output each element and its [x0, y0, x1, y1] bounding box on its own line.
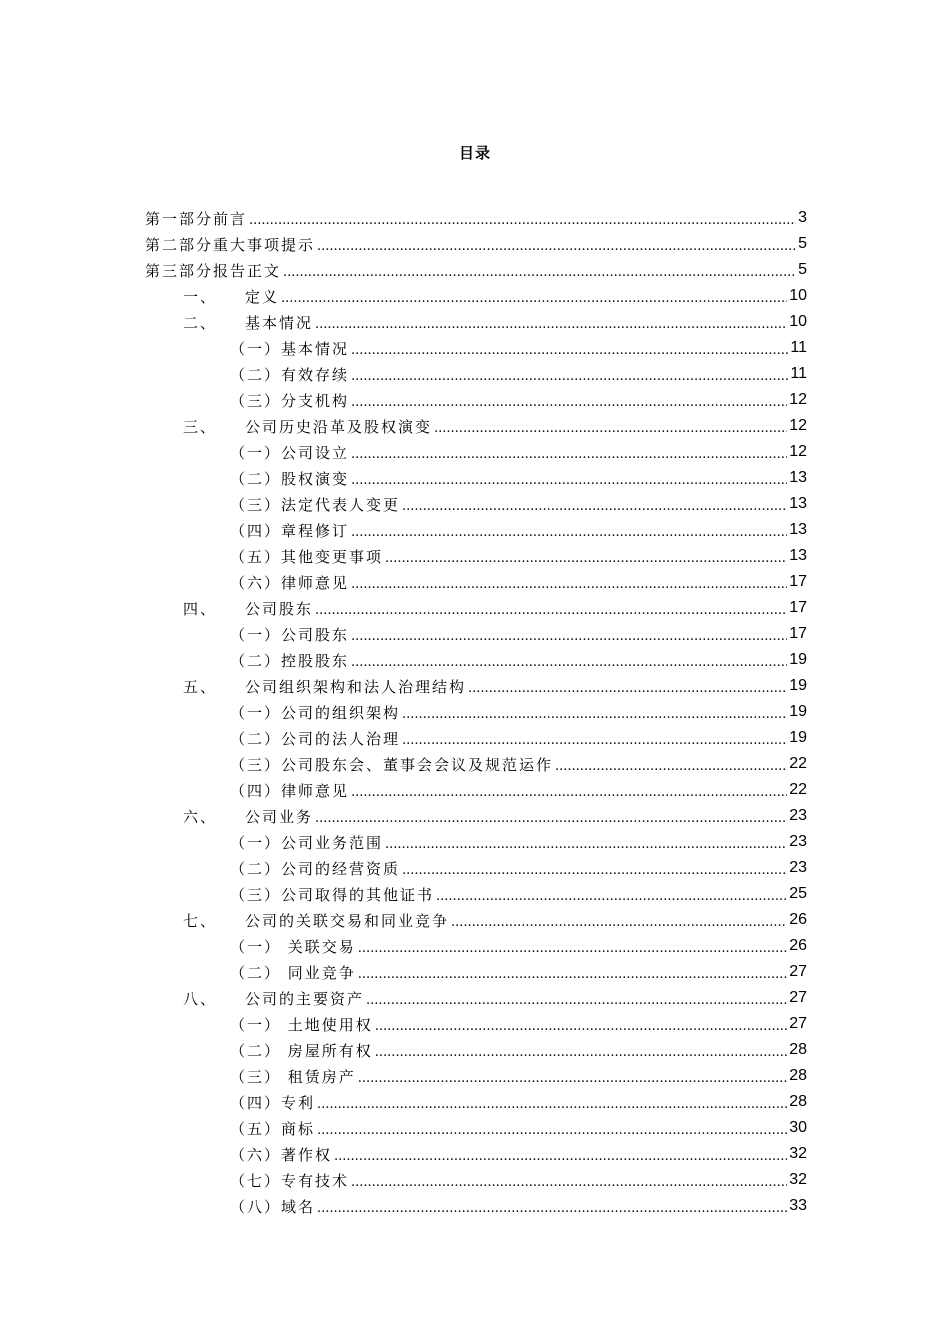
toc-entry-text: （二）公司的法人治理 [230, 729, 401, 748]
toc-entry-text: （一）公司设立 [230, 443, 350, 462]
toc-entry-number: 八、 [183, 989, 218, 1008]
toc-page-number: 5 [798, 261, 807, 278]
toc-entry[interactable] [145, 621, 807, 647]
toc-page-number: 32 [789, 1171, 807, 1188]
toc-page-number: 19 [789, 651, 807, 668]
dot-leader [402, 703, 787, 721]
toc-entry-text: （七）专有技术 [230, 1171, 350, 1190]
dot-leader [351, 339, 788, 357]
toc-page-number: 11 [790, 339, 807, 356]
toc-page-number: 3 [798, 209, 807, 226]
dot-leader [434, 417, 787, 435]
toc-page-number: 17 [789, 625, 807, 642]
dot-leader [402, 859, 787, 877]
dot-leader [351, 365, 788, 383]
toc-entry-text: 定义 [245, 287, 280, 306]
toc-entry[interactable] [145, 569, 807, 595]
toc-entry-number: 六、 [183, 807, 218, 826]
toc-entry-text: 公司股东 [245, 599, 314, 618]
toc-entry[interactable] [145, 1115, 807, 1141]
toc-entry-number: 一、 [183, 287, 218, 306]
toc-entry[interactable] [145, 361, 807, 387]
toc-page-number: 10 [789, 313, 807, 330]
dot-leader [249, 209, 796, 227]
toc-page-number: 19 [789, 677, 807, 694]
toc-page-number: 13 [789, 521, 807, 538]
toc-entry-text: （三）公司取得的其他证书 [230, 885, 435, 904]
toc-entry[interactable] [145, 803, 807, 829]
toc-entry[interactable] [145, 985, 807, 1011]
toc-page-number: 32 [789, 1145, 807, 1162]
toc-entry-text: （三）法定代表人变更 [230, 495, 401, 514]
toc-entry-text: （二） 房屋所有权 [230, 1041, 373, 1060]
toc-entry-text: （三） 租赁房产 [230, 1067, 356, 1086]
toc-entry-text: （二）有效存续 [230, 365, 350, 384]
dot-leader [402, 729, 787, 747]
toc-entry[interactable] [145, 1011, 807, 1037]
toc-page-number: 17 [789, 573, 807, 590]
toc-entry-number: 二、 [183, 313, 218, 332]
dot-leader [385, 547, 787, 565]
toc-entry[interactable] [145, 205, 807, 231]
toc-page-number: 13 [789, 547, 807, 564]
toc-entry[interactable] [145, 387, 807, 413]
toc-entry-text: （五）商标 [230, 1119, 316, 1138]
toc-entry[interactable] [145, 1141, 807, 1167]
toc-entry-text: （二）股权演变 [230, 469, 350, 488]
toc-entry-text: 第一部分前言 [145, 209, 248, 228]
toc-entry[interactable] [145, 829, 807, 855]
toc-entry-text: 公司历史沿革及股权演变 [245, 417, 433, 436]
toc-page-number: 27 [789, 1015, 807, 1032]
toc-entry[interactable] [145, 673, 807, 699]
toc-entry[interactable] [145, 907, 807, 933]
dot-leader [385, 833, 787, 851]
toc-page-number: 26 [789, 937, 807, 954]
toc-page-number: 12 [789, 443, 807, 460]
toc-page-number: 28 [789, 1041, 807, 1058]
toc-entry-text: 第三部分报告正文 [145, 261, 282, 280]
toc-page-number: 22 [789, 755, 807, 772]
toc-entry-text: 第二部分重大事项提示 [145, 235, 316, 254]
toc-page-number: 12 [789, 417, 807, 434]
toc-page-number: 23 [789, 833, 807, 850]
toc-entry-text: （二）控股股东 [230, 651, 350, 670]
dot-leader [436, 885, 787, 903]
toc-page-number: 22 [789, 781, 807, 798]
toc-entry-number: 四、 [183, 599, 218, 618]
toc-page-number: 26 [789, 911, 807, 928]
dot-leader [351, 625, 787, 643]
toc-page-number: 19 [789, 729, 807, 746]
toc-page-number: 27 [789, 989, 807, 1006]
toc-entry[interactable] [145, 1089, 807, 1115]
toc-entry[interactable] [145, 465, 807, 491]
toc-entry-text: 公司的主要资产 [245, 989, 365, 1008]
toc-page-number: 27 [789, 963, 807, 980]
dot-leader [375, 1041, 787, 1059]
dot-leader [555, 755, 787, 773]
toc-entry-text: （六）著作权 [230, 1145, 333, 1164]
dot-leader [351, 443, 787, 461]
toc-page-number: 28 [789, 1093, 807, 1110]
toc-entry-text: （一） 关联交易 [230, 937, 356, 956]
toc-entry[interactable] [145, 725, 807, 751]
toc-entry[interactable] [145, 439, 807, 465]
dot-leader [351, 469, 787, 487]
toc-entry-number: 三、 [183, 417, 218, 436]
toc-entry[interactable] [145, 959, 807, 985]
dot-leader [358, 963, 787, 981]
toc-entry-text: （四）专利 [230, 1093, 316, 1112]
toc-entry[interactable] [145, 517, 807, 543]
toc-entry-text: （六）律师意见 [230, 573, 350, 592]
dot-leader [315, 807, 787, 825]
toc-page-number: 11 [790, 365, 807, 382]
dot-leader [281, 287, 787, 305]
toc-entry-text: （二） 同业竞争 [230, 963, 356, 982]
toc-entry-text: （一）公司股东 [230, 625, 350, 644]
toc-entry[interactable] [145, 413, 807, 439]
toc-entry-text: （三）分支机构 [230, 391, 350, 410]
dot-leader [351, 1171, 787, 1189]
dot-leader [358, 937, 787, 955]
toc-entry-text: （一） 土地使用权 [230, 1015, 373, 1034]
toc-entry-text: （一）公司业务范围 [230, 833, 384, 852]
dot-leader [351, 391, 787, 409]
toc-page-number: 5 [798, 235, 807, 252]
toc-entry[interactable] [145, 1167, 807, 1193]
dot-leader [317, 1119, 787, 1137]
dot-leader [315, 599, 787, 617]
toc-page-number: 30 [789, 1119, 807, 1136]
toc-entry-text: 公司组织架构和法人治理结构 [245, 677, 467, 696]
toc-entry[interactable] [145, 647, 807, 673]
toc-entry[interactable] [145, 1193, 807, 1219]
toc-entry-text: （三）公司股东会、董事会会议及规范运作 [230, 755, 554, 774]
toc-entry[interactable] [145, 283, 807, 309]
dot-leader [402, 495, 787, 513]
toc-page-number: 10 [789, 287, 807, 304]
toc-entry-text: （一）公司的组织架构 [230, 703, 401, 722]
toc-entry[interactable] [145, 881, 807, 907]
toc-entry-text: 基本情况 [245, 313, 314, 332]
dot-leader [358, 1067, 787, 1085]
dot-leader [468, 677, 787, 695]
dot-leader [375, 1015, 787, 1033]
toc-entry[interactable] [145, 309, 807, 335]
table-of-contents [145, 205, 807, 1219]
dot-leader [317, 1197, 787, 1215]
dot-leader [351, 651, 787, 669]
toc-entry-number: 七、 [183, 911, 218, 930]
dot-leader [317, 1093, 787, 1111]
dot-leader [351, 781, 787, 799]
toc-entry-text: 公司业务 [245, 807, 314, 826]
toc-entry-text: （四）章程修订 [230, 521, 350, 540]
toc-entry[interactable] [145, 699, 807, 725]
toc-page-number: 17 [789, 599, 807, 616]
toc-entry[interactable] [145, 1037, 807, 1063]
dot-leader [334, 1145, 787, 1163]
toc-entry[interactable] [145, 1063, 807, 1089]
toc-page-number: 33 [789, 1197, 807, 1214]
dot-leader [366, 989, 787, 1007]
toc-entry-text: （二）公司的经营资质 [230, 859, 401, 878]
toc-entry-text: （五）其他变更事项 [230, 547, 384, 566]
dot-leader [451, 911, 787, 929]
toc-entry-text: （四）律师意见 [230, 781, 350, 800]
toc-page-number: 13 [789, 469, 807, 486]
toc-page-number: 13 [789, 495, 807, 512]
toc-page-number: 23 [789, 859, 807, 876]
toc-entry[interactable] [145, 933, 807, 959]
toc-entry[interactable] [145, 751, 807, 777]
toc-entry-text: （八）域名 [230, 1197, 316, 1216]
dot-leader [283, 261, 796, 279]
toc-entry-text: 公司的关联交易和同业竞争 [245, 911, 450, 930]
toc-page-number: 28 [789, 1067, 807, 1084]
toc-page-number: 25 [789, 885, 807, 902]
dot-leader [351, 521, 787, 539]
toc-entry[interactable] [145, 777, 807, 803]
dot-leader [315, 313, 787, 331]
toc-page-number: 12 [789, 391, 807, 408]
toc-entry[interactable] [145, 855, 807, 881]
toc-entry-number: 五、 [183, 677, 218, 696]
toc-entry[interactable] [145, 335, 807, 361]
toc-entry[interactable] [145, 595, 807, 621]
toc-entry[interactable] [145, 257, 807, 283]
dot-leader [351, 573, 787, 591]
dot-leader [317, 235, 796, 253]
toc-entry[interactable] [145, 231, 807, 257]
toc-entry-text: （一）基本情况 [230, 339, 350, 358]
toc-page-number: 23 [789, 807, 807, 824]
toc-entry[interactable] [145, 543, 807, 569]
toc-title: 目录 [458, 144, 491, 162]
toc-entry[interactable] [145, 491, 807, 517]
toc-page-number: 19 [789, 703, 807, 720]
